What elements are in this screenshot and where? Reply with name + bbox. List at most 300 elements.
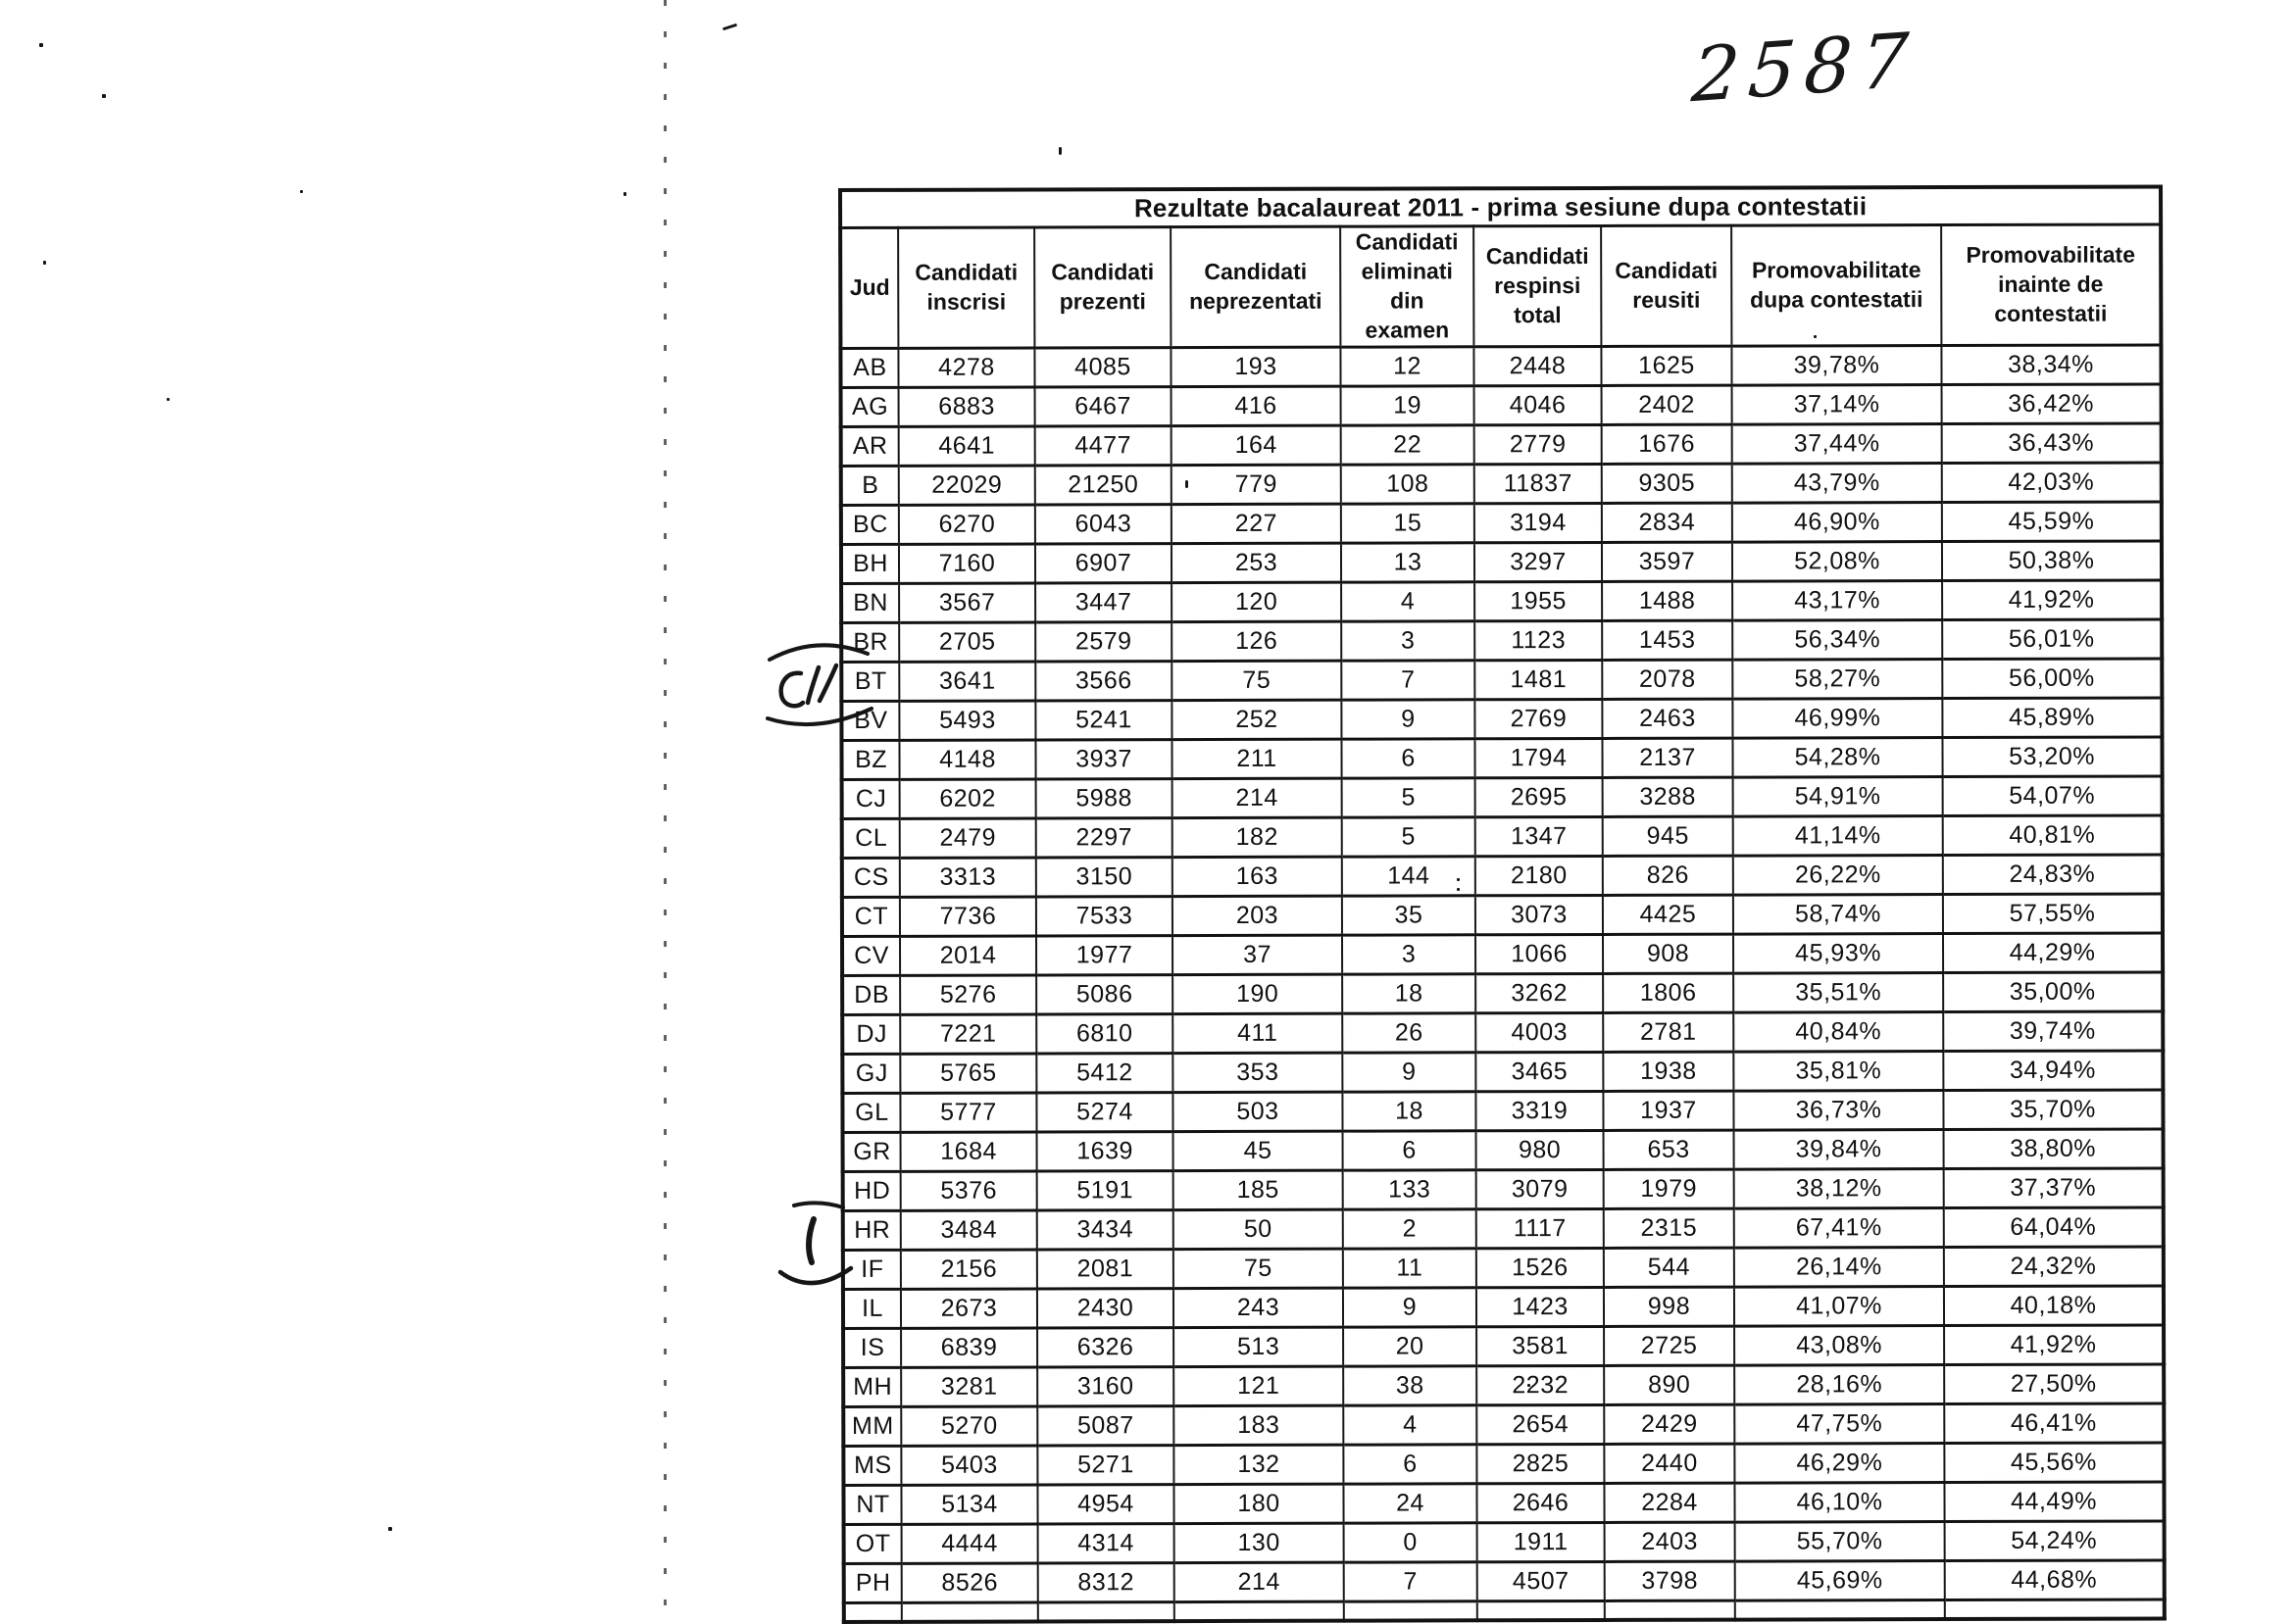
- value-cell: 945: [1603, 816, 1733, 856]
- value-cell: 7: [1341, 660, 1474, 699]
- value-cell: 2834: [1602, 503, 1732, 542]
- value-cell: 253: [1172, 543, 1341, 582]
- value-cell: 0: [1344, 1522, 1477, 1561]
- value-cell: 6326: [1037, 1327, 1173, 1366]
- value-cell: 5403: [901, 1446, 1037, 1485]
- table-row: [842, 894, 2163, 937]
- value-cell: 6270: [899, 505, 1035, 544]
- value-cell: 6907: [1035, 543, 1172, 582]
- value-cell: 2430: [1037, 1288, 1173, 1327]
- value-cell: 2769: [1474, 699, 1602, 738]
- value-cell: 3319: [1475, 1091, 1603, 1130]
- value-cell: 2440: [1604, 1444, 1734, 1483]
- value-cell: 5271: [1037, 1445, 1173, 1484]
- value-cell: 13: [1341, 542, 1474, 581]
- value-cell: 58,27%: [1732, 659, 1942, 699]
- noise-speck: [102, 94, 106, 98]
- value-cell: 5: [1342, 777, 1475, 816]
- table-row: [841, 502, 2162, 545]
- county-code-cell: GL: [842, 1093, 900, 1132]
- value-cell: 4: [1343, 1404, 1476, 1444]
- value-cell: 24,32%: [1944, 1247, 2164, 1287]
- table-row: [842, 855, 2163, 898]
- value-cell: 20: [1343, 1326, 1476, 1365]
- table-row: [843, 1286, 2164, 1329]
- county-code-cell: PH: [844, 1563, 902, 1602]
- value-cell: 2078: [1602, 660, 1732, 699]
- table-row: [842, 815, 2163, 859]
- value-cell: 183: [1173, 1405, 1343, 1445]
- value-cell: 130: [1174, 1523, 1344, 1562]
- value-cell: 1955: [1474, 581, 1602, 620]
- value-cell: 3281: [901, 1367, 1037, 1406]
- value-cell: 3581: [1476, 1326, 1604, 1365]
- value-cell: 3484: [901, 1210, 1037, 1250]
- value-cell: 37,14%: [1732, 384, 1942, 424]
- noise-speck: [623, 192, 626, 196]
- county-code-cell: BZ: [841, 740, 899, 779]
- value-cell: 54,24%: [1945, 1521, 2165, 1561]
- county-code-cell: GR: [843, 1132, 901, 1171]
- value-cell: 1911: [1477, 1522, 1605, 1561]
- value-cell: 4425: [1603, 895, 1733, 934]
- value-cell: 3079: [1476, 1169, 1604, 1208]
- value-cell: 4278: [898, 348, 1034, 387]
- table-row: [842, 972, 2163, 1015]
- value-cell: 6467: [1035, 386, 1172, 425]
- value-cell: 7: [1344, 1561, 1477, 1600]
- value-cell: 3: [1341, 620, 1474, 660]
- column-header-respinsi: Candidati respinsi total: [1473, 225, 1601, 346]
- value-cell: 3150: [1036, 857, 1172, 896]
- value-cell: 2673: [901, 1289, 1037, 1328]
- county-code-cell: CV: [842, 936, 900, 975]
- value-cell: 2779: [1474, 424, 1602, 464]
- value-cell: 513: [1173, 1327, 1343, 1366]
- value-cell: 2825: [1476, 1444, 1604, 1483]
- scan-dotted-line: [664, 0, 667, 1621]
- value-cell: 45,89%: [1942, 698, 2162, 738]
- value-cell: 40,81%: [1943, 815, 2163, 856]
- value-cell: 7160: [899, 544, 1035, 583]
- value-cell: 54,91%: [1733, 776, 1943, 816]
- value-cell: 2284: [1604, 1483, 1734, 1522]
- value-cell: 6043: [1035, 504, 1172, 543]
- value-cell: 1794: [1474, 738, 1602, 777]
- table-row: [841, 423, 2162, 467]
- value-cell: 19: [1341, 385, 1474, 424]
- value-cell: 43,08%: [1734, 1325, 1944, 1365]
- value-cell: 46,41%: [1944, 1403, 2164, 1444]
- value-cell: 53,20%: [1942, 737, 2162, 777]
- value-cell: 1453: [1602, 620, 1732, 660]
- value-cell: 2654: [1476, 1404, 1604, 1444]
- value-cell: 47,75%: [1734, 1403, 1944, 1444]
- value-cell: 6202: [900, 779, 1036, 818]
- column-header-neprezentati: Candidati neprezentati: [1171, 226, 1340, 347]
- value-cell: 3434: [1037, 1209, 1173, 1249]
- value-cell: 45,59%: [1942, 502, 2162, 542]
- value-cell: 38,12%: [1734, 1168, 1944, 1208]
- county-code-cell: BH: [841, 544, 899, 583]
- value-cell: 38,80%: [1944, 1129, 2164, 1169]
- value-cell: 36,73%: [1733, 1090, 1943, 1130]
- value-cell: 40,84%: [1733, 1011, 1943, 1052]
- value-cell: 37: [1172, 935, 1342, 974]
- value-cell: 980: [1476, 1130, 1604, 1169]
- value-cell: 211: [1172, 739, 1341, 778]
- value-cell: 36,42%: [1942, 384, 2162, 424]
- value-cell: 5086: [1036, 974, 1172, 1013]
- value-cell: 2081: [1037, 1249, 1173, 1288]
- value-cell: 24,83%: [1943, 855, 2163, 895]
- value-cell: 3194: [1474, 503, 1602, 542]
- table-title-row: [840, 186, 2161, 227]
- value-cell: 2429: [1604, 1404, 1734, 1444]
- value-cell: 43,79%: [1732, 463, 1942, 503]
- value-cell: 54,07%: [1943, 776, 2163, 816]
- value-cell: 5134: [901, 1485, 1037, 1524]
- table-row: [842, 776, 2163, 819]
- value-cell: 3262: [1475, 973, 1603, 1012]
- value-cell: 41,07%: [1734, 1286, 1944, 1326]
- value-cell: 35,51%: [1733, 972, 1943, 1012]
- value-cell: 9: [1342, 1052, 1475, 1091]
- value-cell: 7221: [900, 1014, 1036, 1054]
- value-cell: 39,74%: [1943, 1011, 2163, 1052]
- county-code-cell: NT: [843, 1485, 901, 1524]
- value-cell: 4148: [899, 740, 1035, 779]
- table-title: Rezultate bacalaureat 2011 - prima sesiune dupa contestatii: [840, 186, 2161, 227]
- value-cell: 1938: [1603, 1052, 1733, 1091]
- value-cell: 1423: [1476, 1287, 1604, 1326]
- county-code-cell: B: [841, 466, 899, 505]
- value-cell: 37,44%: [1732, 423, 1942, 464]
- value-cell: 133: [1343, 1169, 1476, 1208]
- value-cell: 57,55%: [1943, 894, 2163, 934]
- county-code-cell: AB: [840, 348, 898, 387]
- value-cell: 45,69%: [1735, 1560, 1945, 1600]
- value-cell: 2463: [1602, 699, 1732, 738]
- value-cell: 3641: [899, 662, 1035, 701]
- value-cell: 4444: [902, 1524, 1038, 1563]
- empty-cell: [1174, 1601, 1344, 1621]
- value-cell: 2725: [1604, 1326, 1734, 1365]
- value-cell: 2403: [1605, 1522, 1735, 1561]
- value-cell: 26: [1342, 1012, 1475, 1052]
- results-table-container: [838, 184, 2167, 1623]
- value-cell: 44,68%: [1945, 1560, 2165, 1600]
- value-cell: 7736: [900, 897, 1036, 936]
- value-cell: 35,70%: [1943, 1090, 2163, 1130]
- value-cell: 182: [1172, 817, 1342, 857]
- value-cell: 2014: [900, 936, 1036, 975]
- value-cell: 1481: [1474, 660, 1602, 699]
- value-cell: 28,16%: [1734, 1364, 1944, 1404]
- county-code-cell: OT: [844, 1524, 902, 1563]
- county-code-cell: BN: [841, 583, 899, 622]
- value-cell: 67,41%: [1734, 1207, 1944, 1248]
- value-cell: 121: [1173, 1366, 1343, 1405]
- value-cell: 353: [1172, 1053, 1342, 1092]
- empty-cell: [1735, 1599, 1945, 1619]
- value-cell: 416: [1172, 386, 1341, 425]
- table-row: [841, 580, 2162, 623]
- value-cell: 35: [1342, 895, 1475, 934]
- value-cell: 2232: [1476, 1365, 1604, 1404]
- value-cell: 3073: [1475, 895, 1603, 934]
- empty-cell: [1038, 1601, 1174, 1621]
- column-header-eliminati: Candidati eliminati din examen: [1340, 226, 1473, 347]
- value-cell: 56,01%: [1942, 619, 2162, 660]
- value-cell: 52,08%: [1732, 541, 1942, 581]
- value-cell: 5274: [1036, 1092, 1172, 1131]
- county-code-cell: BC: [841, 505, 899, 544]
- empty-cell: [1945, 1599, 2165, 1619]
- county-code-cell: CL: [842, 818, 900, 858]
- value-cell: 5376: [901, 1171, 1037, 1210]
- value-cell: 190: [1172, 974, 1342, 1013]
- value-cell: 21250: [1035, 465, 1172, 504]
- value-cell: 46,10%: [1734, 1482, 1944, 1522]
- value-cell: 6: [1341, 738, 1474, 777]
- value-cell: 41,14%: [1733, 815, 1943, 856]
- value-cell: 214: [1172, 778, 1342, 817]
- value-cell: 653: [1604, 1130, 1734, 1169]
- value-cell: 3597: [1602, 542, 1732, 581]
- empty-cell: [902, 1602, 1038, 1622]
- value-cell: 779: [1172, 465, 1341, 504]
- table-row: [844, 1560, 2165, 1603]
- value-cell: 4641: [899, 426, 1035, 466]
- value-cell: 227: [1172, 504, 1341, 543]
- value-cell: 3937: [1035, 739, 1172, 778]
- value-cell: 5: [1342, 816, 1475, 856]
- value-cell: 3160: [1037, 1366, 1173, 1405]
- value-cell: 1625: [1601, 346, 1731, 385]
- value-cell: 41,92%: [1944, 1325, 2164, 1365]
- value-cell: 6810: [1036, 1013, 1172, 1053]
- value-cell: 3: [1342, 934, 1475, 973]
- table-row: [841, 541, 2162, 584]
- value-cell: 2448: [1473, 346, 1601, 385]
- value-cell: 1639: [1037, 1131, 1173, 1170]
- value-cell: 55,70%: [1735, 1521, 1945, 1561]
- value-cell: 5777: [900, 1093, 1036, 1132]
- county-code-cell: IF: [843, 1250, 901, 1289]
- value-cell: 163: [1172, 857, 1342, 896]
- value-cell: 2579: [1035, 621, 1172, 661]
- empty-cell: [1477, 1600, 1605, 1620]
- table-row: [841, 384, 2162, 427]
- value-cell: 180: [1173, 1484, 1343, 1523]
- value-cell: 214: [1174, 1562, 1344, 1601]
- value-cell: 8312: [1038, 1562, 1174, 1601]
- county-code-cell: IL: [843, 1289, 901, 1328]
- value-cell: 4507: [1477, 1561, 1605, 1600]
- table-row: [842, 1090, 2163, 1133]
- value-cell: 54,28%: [1732, 737, 1942, 777]
- county-code-cell: HR: [843, 1210, 901, 1250]
- value-cell: 2705: [899, 622, 1035, 662]
- table-row: [843, 1364, 2164, 1407]
- value-cell: 1684: [901, 1132, 1037, 1171]
- value-cell: 34,94%: [1943, 1051, 2163, 1091]
- value-cell: 1347: [1475, 816, 1603, 856]
- value-cell: 9: [1341, 699, 1474, 738]
- value-cell: 1676: [1602, 424, 1732, 464]
- value-cell: 6883: [899, 387, 1035, 426]
- value-cell: 3566: [1035, 661, 1172, 700]
- value-cell: 2781: [1603, 1012, 1733, 1052]
- value-cell: 1123: [1474, 620, 1602, 660]
- value-cell: 3288: [1603, 777, 1733, 816]
- table-row: [841, 659, 2162, 702]
- noise-speck: [723, 24, 737, 30]
- value-cell: 3297: [1474, 542, 1602, 581]
- value-cell: 3798: [1605, 1561, 1735, 1600]
- value-cell: 41,92%: [1942, 580, 2162, 620]
- value-cell: 2479: [900, 818, 1036, 858]
- value-cell: 36,43%: [1942, 423, 2162, 464]
- value-cell: 120: [1172, 582, 1341, 621]
- table-row-partial: [844, 1599, 2165, 1622]
- value-cell: 5270: [901, 1406, 1037, 1446]
- value-cell: 46,90%: [1732, 502, 1942, 542]
- value-cell: 5765: [900, 1054, 1036, 1093]
- value-cell: 27,50%: [1944, 1364, 2164, 1404]
- county-code-cell: GJ: [842, 1054, 900, 1093]
- value-cell: 35,81%: [1733, 1051, 1943, 1091]
- value-cell: 6839: [901, 1328, 1037, 1367]
- value-cell: 890: [1604, 1365, 1734, 1404]
- table-row: [843, 1247, 2164, 1290]
- value-cell: 4314: [1038, 1523, 1174, 1562]
- value-cell: 126: [1172, 621, 1341, 661]
- value-cell: 44,29%: [1943, 933, 2163, 973]
- value-cell: 38: [1343, 1365, 1476, 1404]
- value-cell: 6: [1343, 1130, 1476, 1169]
- value-cell: 998: [1604, 1287, 1734, 1326]
- value-cell: 24: [1343, 1483, 1476, 1522]
- county-code-cell: MS: [843, 1446, 901, 1485]
- value-cell: 18: [1342, 1091, 1475, 1130]
- value-cell: 2646: [1476, 1483, 1604, 1522]
- value-cell: 5191: [1037, 1170, 1173, 1209]
- value-cell: 37,37%: [1944, 1168, 2164, 1208]
- county-code-cell: MM: [843, 1406, 901, 1446]
- value-cell: 40,18%: [1944, 1286, 2164, 1326]
- noise-speck: [300, 190, 303, 193]
- value-cell: 38,34%: [1941, 345, 2161, 385]
- value-cell: 5988: [1036, 778, 1172, 817]
- value-cell: 908: [1603, 934, 1733, 973]
- value-cell: 164: [1172, 425, 1341, 465]
- table-row: [842, 1051, 2163, 1094]
- column-header-promovabilitate-dupa: Promovabilitate dupa contestatii: [1731, 225, 1941, 346]
- value-cell: 6: [1343, 1444, 1476, 1483]
- value-cell: 3447: [1035, 582, 1172, 621]
- value-cell: 58,74%: [1733, 894, 1943, 934]
- value-cell: 4046: [1474, 385, 1602, 424]
- value-cell: 64,04%: [1944, 1207, 2164, 1248]
- county-code-cell: CS: [842, 858, 900, 897]
- county-code-cell: BT: [841, 662, 899, 701]
- column-header-promovabilitate-inainte: Promovabilitate inainte de contestatii: [1941, 224, 2161, 345]
- value-cell: 50: [1173, 1209, 1343, 1249]
- table-row: [843, 1443, 2164, 1486]
- county-code-cell: DJ: [842, 1014, 900, 1054]
- value-cell: 203: [1172, 896, 1342, 935]
- table-row: [843, 1207, 2164, 1251]
- value-cell: 243: [1173, 1288, 1343, 1327]
- value-cell: 15: [1341, 503, 1474, 542]
- results-table: [838, 184, 2167, 1623]
- noise-speck: [388, 1527, 392, 1531]
- column-header-prezenti: Candidati prezenti: [1034, 227, 1171, 348]
- value-cell: 26,22%: [1733, 855, 1943, 895]
- value-cell: 5276: [900, 975, 1036, 1014]
- table-row: [843, 1168, 2164, 1211]
- value-cell: 5241: [1035, 700, 1172, 739]
- value-cell: 26,14%: [1734, 1247, 1944, 1287]
- value-cell: 56,34%: [1732, 619, 1942, 660]
- county-code-cell: MH: [843, 1367, 901, 1406]
- value-cell: 18: [1342, 973, 1475, 1012]
- value-cell: 826: [1603, 856, 1733, 895]
- value-cell: 2180: [1475, 856, 1603, 895]
- value-cell: 11: [1343, 1248, 1476, 1287]
- value-cell: 8526: [902, 1563, 1038, 1602]
- value-cell: 108: [1341, 464, 1474, 503]
- value-cell: 5087: [1037, 1405, 1173, 1445]
- table-row: [841, 619, 2162, 663]
- value-cell: 9305: [1602, 464, 1732, 503]
- table-row: [842, 933, 2163, 976]
- value-cell: 46,29%: [1734, 1443, 1944, 1483]
- table-row: [840, 345, 2161, 388]
- table-row: [843, 1129, 2164, 1172]
- value-cell: 12: [1340, 346, 1473, 385]
- county-code-cell: HD: [843, 1171, 901, 1210]
- table-row: [844, 1521, 2165, 1564]
- value-cell: 42,03%: [1942, 463, 2162, 503]
- table-row: [841, 698, 2162, 741]
- value-cell: 39,84%: [1734, 1129, 1944, 1169]
- value-cell: 2315: [1604, 1208, 1734, 1248]
- county-code-cell: CJ: [842, 779, 900, 818]
- value-cell: 45,93%: [1733, 933, 1943, 973]
- value-cell: 5412: [1036, 1053, 1172, 1092]
- value-cell: 4477: [1035, 425, 1172, 465]
- value-cell: 50,38%: [1942, 541, 2162, 581]
- value-cell: 252: [1172, 700, 1341, 739]
- value-cell: 2: [1343, 1208, 1476, 1248]
- empty-cell: [844, 1602, 902, 1622]
- table-row: [843, 1482, 2164, 1525]
- county-code-cell: BR: [841, 622, 899, 662]
- value-cell: 2156: [901, 1250, 1037, 1289]
- value-cell: 11837: [1474, 464, 1602, 503]
- value-cell: 4085: [1034, 347, 1171, 386]
- value-cell: 22029: [899, 466, 1035, 505]
- value-cell: 1066: [1475, 934, 1603, 973]
- noise-speck: [43, 261, 46, 265]
- value-cell: 1117: [1476, 1208, 1604, 1248]
- value-cell: 185: [1173, 1170, 1343, 1209]
- value-cell: 193: [1171, 347, 1340, 386]
- value-cell: 2695: [1475, 777, 1603, 816]
